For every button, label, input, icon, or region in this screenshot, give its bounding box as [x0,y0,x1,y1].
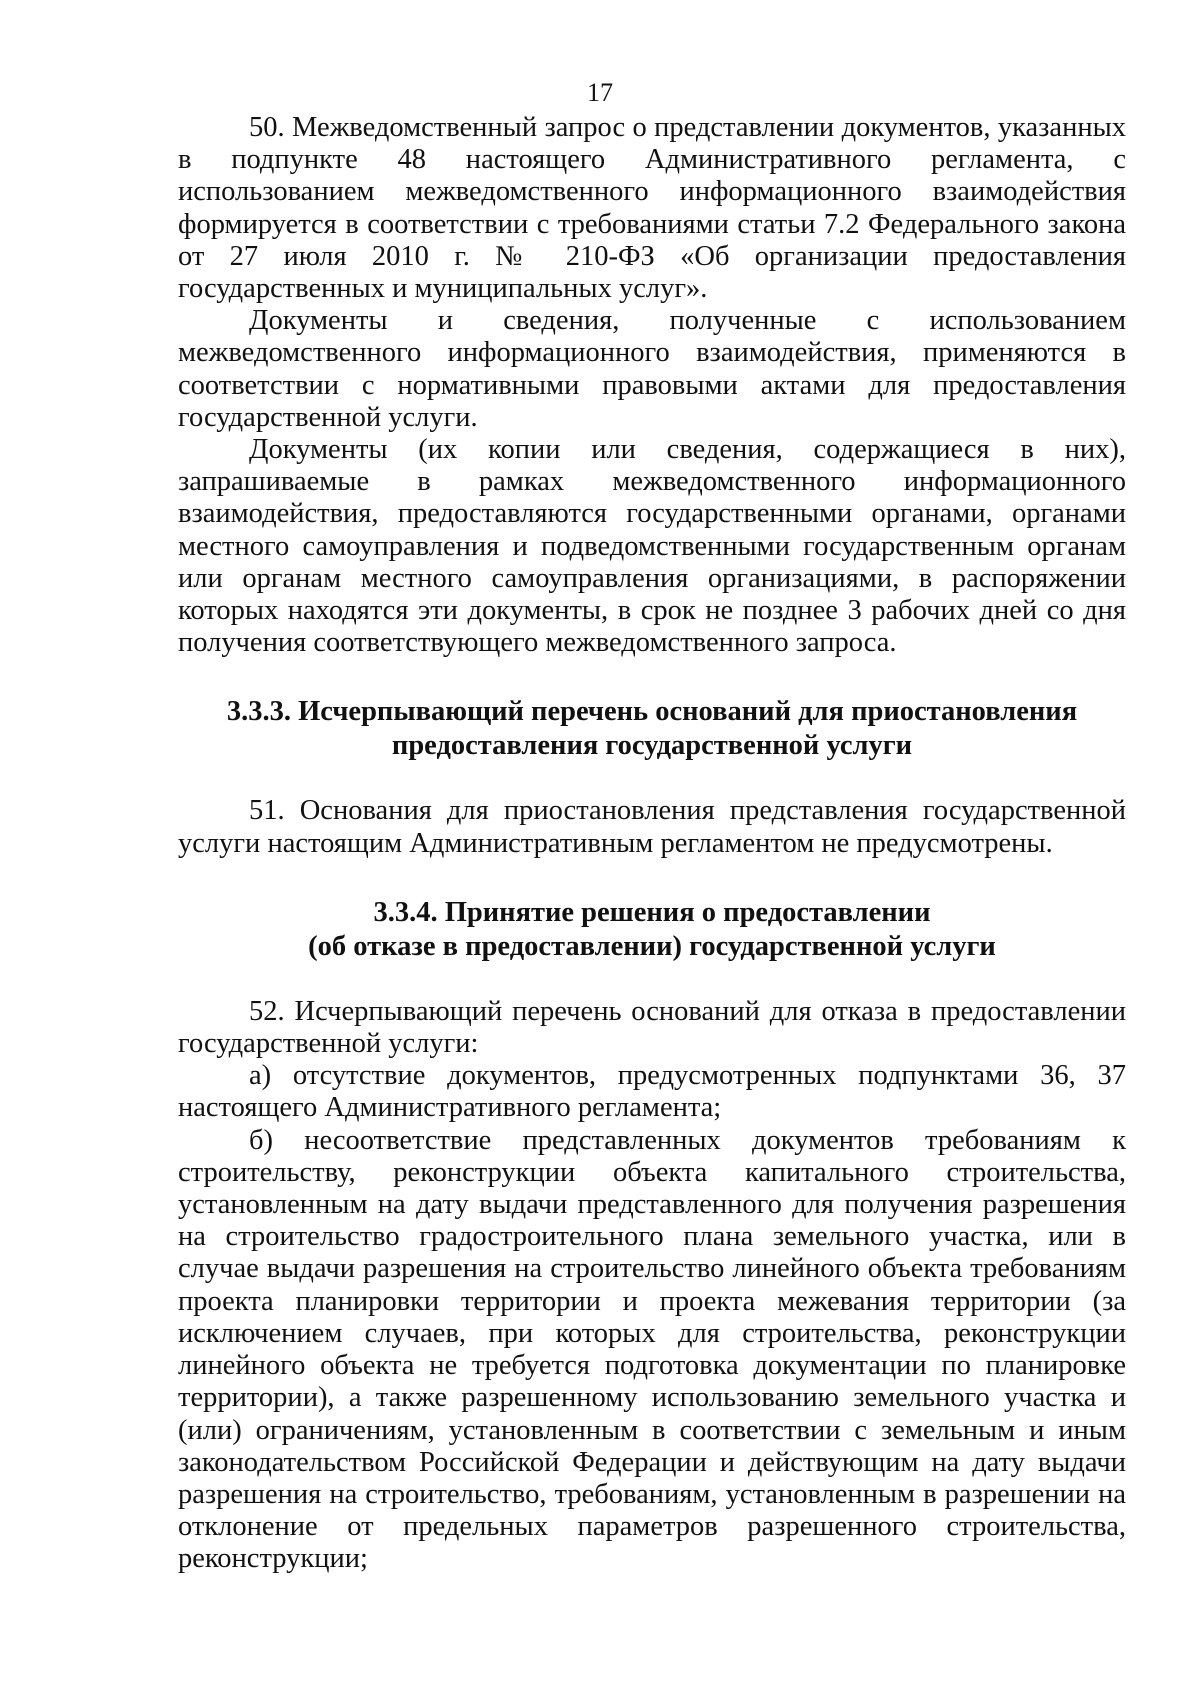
section-heading-3-3-3 [178,695,1126,763]
paragraph-52: 52. Исчерпывающий перечень оснований для отказа в предоставлении государственной услуги: [178,995,1126,1060]
heading-line: 3.3.3. Исчерпывающий перечень оснований для приостановления [226,696,1078,728]
section-heading-3-3-4 [178,896,1126,964]
page-number: 17 [587,78,613,107]
spacer [178,763,1126,795]
heading-line: предоставления государственной услуги [391,730,913,762]
heading-line: 3.3.4. Принятие решения о предоставлении [373,896,931,928]
heading-line: (об отказе в предоставлении) государственной услуги [308,930,996,962]
paragraph-51: 51. Основания для приостановления представления государственной услуги настоящим Административным регламентом не предусмотрены. [178,795,1126,859]
list-item-a: а) отсутствие документов, предусмотренных подпунктами 36, 37 настоящего Административного регламента; [178,1060,1126,1124]
spacer [178,964,1126,996]
spacer [178,860,1126,896]
paragraph-50: 50. Межведомственный запрос о представлении документов, указанных в подпункте 48 настоящего Административного регламента, с использованием межведомственного информационного взаимодействия формируется в соответствии с требованиями статьи 7.2 Федерального закона от 27 июля 2010 г. № 210-ФЗ «Об организации предоставления государственных и муниципальных услуг». [178,112,1126,305]
spacer [178,659,1126,695]
paragraph-documents-info: Документы и сведения, полученные с использованием межведомственного информационного взаимодействия, применяются в соответствии с нормативными правовыми актами для предоставления государственной услуги. [178,305,1126,433]
paragraph-documents-copies: Документы (их копии или сведения, содержащиеся в них), запрашиваемые в рамках межведомственного информационного взаимодействия, предоставляются государственными органами, органами местного самоуправления и подведомственными государственным органам или органам местного самоуправления организациями, в распоряжении которых находятся эти документы, в срок не позднее 3 рабочих дней со дня получения соответствующего межведомственного запроса. [178,434,1126,659]
page-content [178,112,1126,1576]
list-item-b: б) несоответствие представленных документов требованиям к строительству, реконструкции объекта капитального строительства, установленным на дату выдачи представленного для получения разрешения на строительство градостроительного плана земельного участка, или в случае выдачи разрешения на строительство линейного объекта требованиям проекта планировки территории и проекта межевания территории (за исключением случаев, при которых для строительства, реконструкции линейного объекта не требуется подготовка документации по планировке территории), а также разрешенному использованию земельного участка и (или) ограничениям, установленным в соответствии с земельным и иным законодательством Российской Федерации и действующим на дату выдачи разрешения на строительство, требованиям, установленным в разрешении на отклонение от предельных параметров разрешенного строительства, реконструкции; [178,1124,1126,1575]
